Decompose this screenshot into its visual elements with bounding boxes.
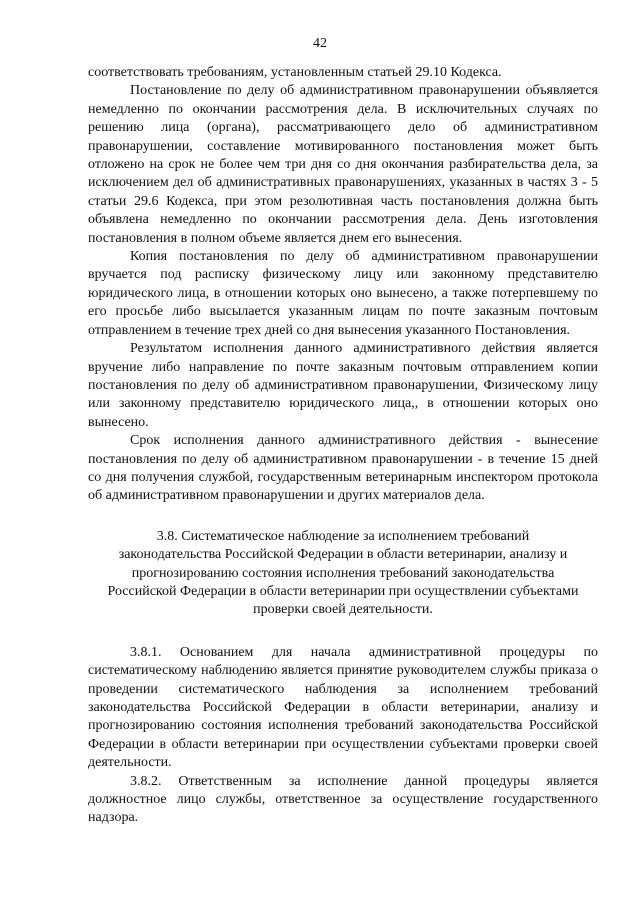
section-heading-line: законодательства Российской Федерации в области ветеринарии, анализу и (118, 547, 568, 563)
section-heading-line: 3.8. Систематическое наблюдение за исполнением требований (156, 528, 530, 544)
section-heading-line: Российской Федерации в области ветеринарии при осуществлении субъектами (107, 583, 579, 599)
paragraph-result: Результатом исполнения данного административного действия является вручение либо направление по почте заказным почтовым отправлением копии постановления по делу об административном правонарушении, Физическому лицу или законному представителю юридического лица,, в отношении которых оно вынесено. (88, 341, 598, 430)
paragraph-deadline: Срок исполнения данного административного действия - вынесение постановления по делу об административном правонарушении - в течение 15 дней со дня получения службой, государственным ветеринарным инспектором протокола об административном правонарушении и других материалов дела. (88, 433, 598, 504)
page-number: 42 (313, 36, 327, 51)
paragraph-copy-delivery: Копия постановления по делу об административном правонарушении вручается под расписку физическому лицу или законному представителю юридического лица, в отношении которых оно вынесено, а также потерпевшему по его просьбе либо высылается указанным лицам по почте заказным почтовым отправлением в течение трех дней со дня вынесения указанного Постановления. (88, 249, 598, 338)
document-body (88, 64, 598, 828)
section-heading-line: прогнозированию состояния исполнения требований законодательства (131, 565, 555, 581)
paragraph-3-8-1: 3.8.1. Основанием для начала административной процедуры по систематическому наблюдению является принятие руководителем службы приказа о проведении систематического наблюдения за исполнением требований законодательства Российской Федерации в области ветеринарии, анализу и прогнозированию состояния исполнения требований законодательства Российской Федерации в области ветеринарии при осуществлении субъектами проверки своей деятельности. (88, 644, 598, 771)
paragraph-announcement: Постановление по делу об административном правонарушении объявляется немедленно по окончании рассмотрения дела. В исключительных случаях по решению лица (органа), рассматривающего дело об административном правонарушении, составление мотивированного постановления может быть отложено на срок не более чем три дня со дня окончания разбирательства дела, за исключением дел об административных правонарушениях, указанных в частях 3 - 5 статьи 29.6 Кодекса, при этом резолютивная часть постановления должна быть объявлена немедленно по окончании рассмотрения дела. День изготовления постановления в полном объеме является днем его вынесения. (88, 83, 598, 246)
section-heading-line: проверки своей деятельности. (253, 602, 433, 618)
paragraph-3-8-2: 3.8.2. Ответственным за исполнение данной процедуры является должностное лицо службы, ответственное за осуществление государственного надзора. (88, 773, 598, 826)
paragraph-continuation: соответствовать требованиям, установленным статьей 29.10 Кодекса. (88, 65, 502, 80)
section-heading-3-8 (88, 528, 598, 620)
